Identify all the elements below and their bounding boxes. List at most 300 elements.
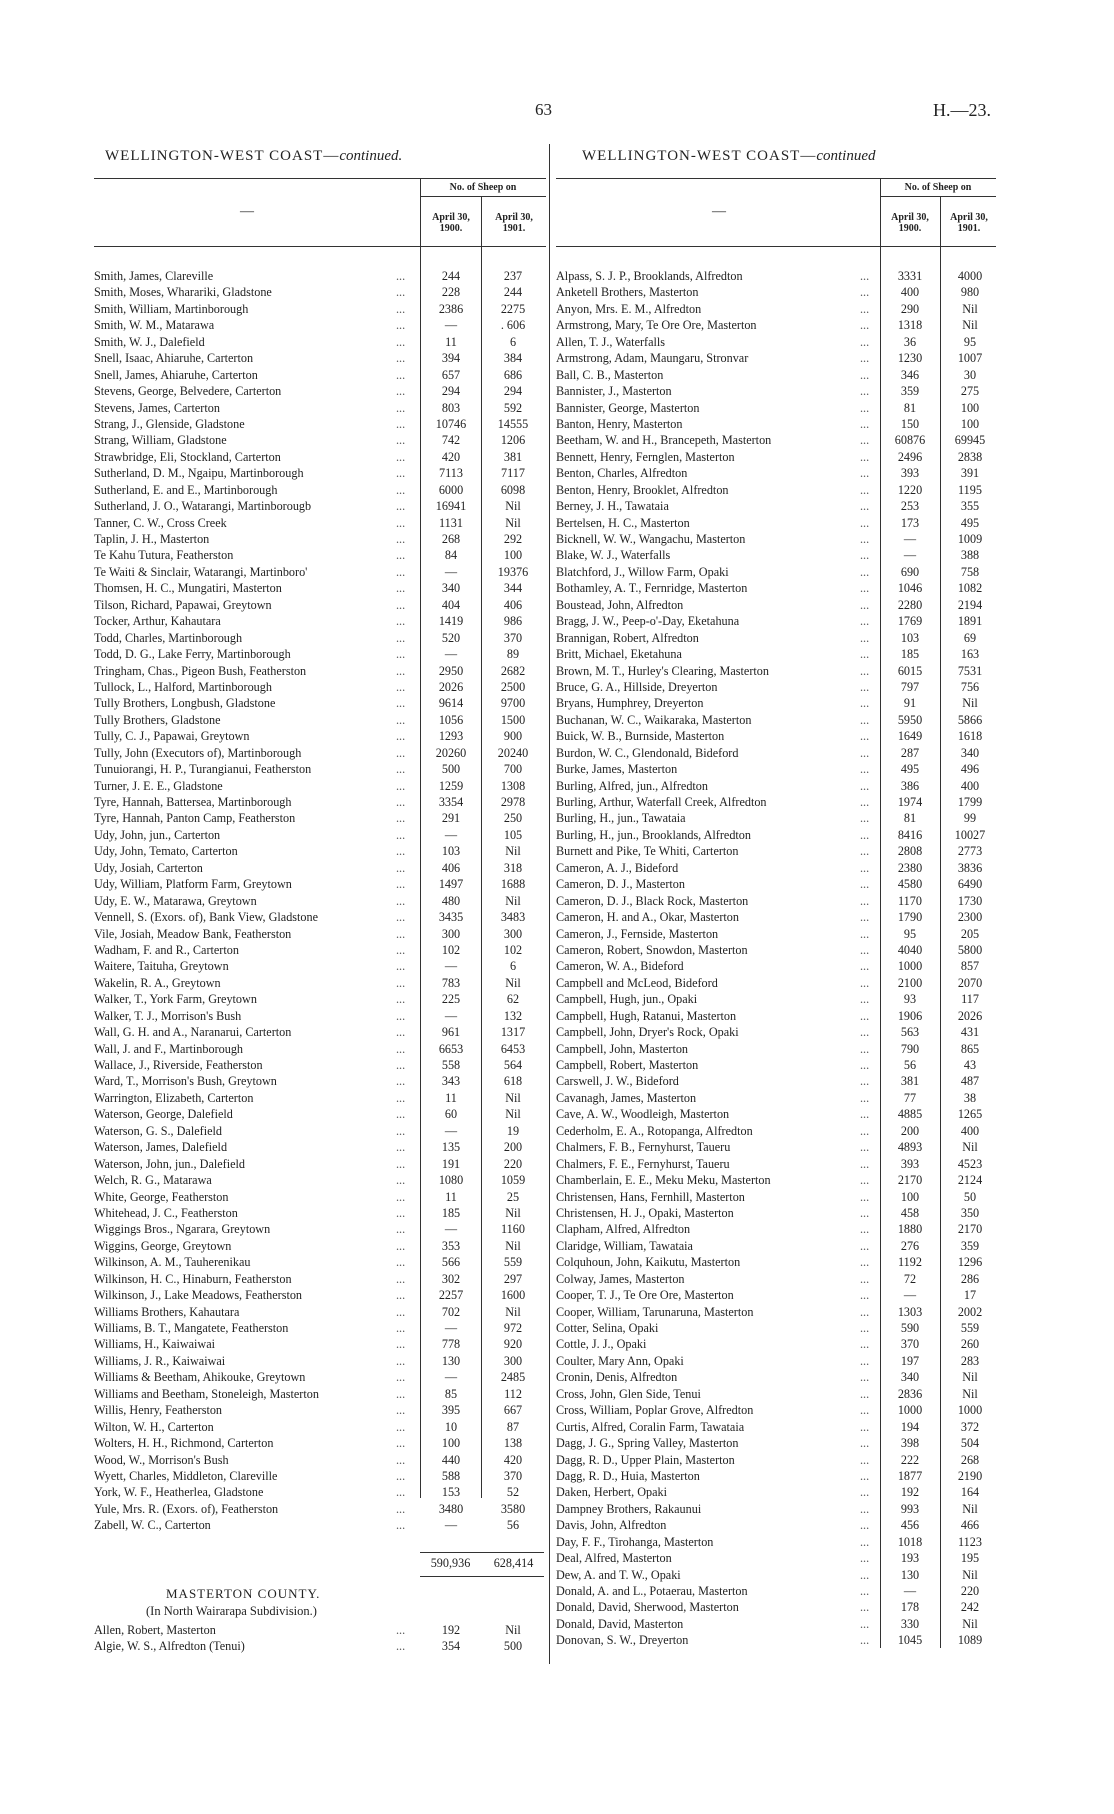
table-row bbox=[556, 1583, 996, 1599]
table-row bbox=[556, 712, 996, 728]
owner-name: Cameron, D. J., Black Rock, Masterton bbox=[556, 893, 749, 908]
sheep-count-1900: 194 bbox=[900, 1419, 920, 1434]
sheep-count-1901: 283 bbox=[960, 1353, 980, 1368]
sheep-count-1900: 135 bbox=[441, 1140, 461, 1155]
sheep-count-1901: 6 bbox=[509, 334, 517, 349]
sheep-count-1901: 381 bbox=[503, 449, 523, 464]
sheep-count-1901: 431 bbox=[960, 1025, 980, 1040]
table-row bbox=[556, 334, 996, 350]
sheep-count-1900: 191 bbox=[441, 1156, 461, 1171]
sheep-count-1900: 2950 bbox=[438, 663, 464, 678]
sheep-count-1900: 395 bbox=[441, 1403, 461, 1418]
sheep-count-1900: — bbox=[444, 1321, 458, 1335]
owner-name: Cameron, W. A., Bideford bbox=[556, 959, 684, 974]
table-row bbox=[556, 1550, 996, 1566]
leader-dots: ... bbox=[396, 1639, 406, 1654]
right-name-col-header: — bbox=[712, 204, 726, 219]
sheep-count-1901: 2682 bbox=[500, 663, 526, 678]
sheep-count-1901: 3580 bbox=[500, 1501, 526, 1516]
leader-dots: ... bbox=[396, 1222, 406, 1237]
table-row bbox=[556, 383, 996, 399]
owner-name: Vennell, S. (Exors. of), Bank View, Gladstone bbox=[94, 910, 319, 925]
table-row bbox=[556, 843, 996, 859]
table-row bbox=[556, 1024, 996, 1040]
sheep-count-1901: 43 bbox=[963, 1058, 977, 1072]
sheep-count-1901: 1600 bbox=[500, 1288, 526, 1303]
sheep-count-1900: 495 bbox=[900, 762, 920, 777]
leader-dots: ... bbox=[860, 942, 870, 957]
owner-name: Tringham, Chas., Pigeon Bush, Featherston bbox=[94, 663, 307, 678]
leader-dots: ... bbox=[860, 1616, 870, 1631]
leader-dots: ... bbox=[860, 400, 870, 415]
left-total-1901: 628,414 bbox=[493, 1556, 534, 1570]
sheep-count-1901: 5866 bbox=[957, 712, 983, 727]
leader-dots: ... bbox=[860, 1288, 870, 1303]
sheep-count-1900: 1419 bbox=[438, 614, 464, 629]
sheep-count-1901: 6098 bbox=[500, 482, 526, 497]
table-row bbox=[94, 1172, 546, 1188]
sheep-count-1900: 2380 bbox=[897, 860, 923, 875]
leader-dots: ... bbox=[396, 1107, 406, 1122]
sheep-count-1901: 400 bbox=[960, 1123, 980, 1138]
leader-dots: ... bbox=[396, 762, 406, 777]
leader-dots: ... bbox=[396, 433, 406, 448]
leader-dots: ... bbox=[396, 1353, 406, 1368]
sheep-count-1900: 400 bbox=[900, 285, 920, 300]
sheep-count-1901: Nil bbox=[505, 975, 521, 990]
sheep-count-1901: 2170 bbox=[957, 1222, 983, 1237]
sheep-count-1900: 153 bbox=[441, 1485, 461, 1500]
table-row bbox=[556, 1402, 996, 1418]
owner-name: Zabell, W. C., Carterton bbox=[94, 1518, 211, 1533]
sheep-count-1901: Nil bbox=[962, 1370, 978, 1385]
leader-dots: ... bbox=[396, 679, 406, 694]
owner-name: Tully, C. J., Papawai, Greytown bbox=[94, 729, 250, 744]
sheep-count-1900: 1880 bbox=[897, 1222, 923, 1237]
sheep-count-1901: 87 bbox=[506, 1419, 520, 1434]
owner-name: Beetham, W. and H., Brancepeth, Masterton bbox=[556, 433, 772, 448]
sheep-count-1901: 1000 bbox=[957, 1403, 983, 1418]
sheep-count-1901: 496 bbox=[960, 762, 980, 777]
owner-name: Stevens, George, Belvedere, Carterton bbox=[94, 384, 282, 399]
sheep-count-1901: 340 bbox=[960, 745, 980, 760]
table-row bbox=[94, 975, 546, 991]
leader-dots: ... bbox=[396, 1123, 406, 1138]
leader-dots: ... bbox=[860, 795, 870, 809]
owner-name: York, W. F., Heatherlea, Gladstone bbox=[94, 1485, 264, 1500]
table-row bbox=[94, 1057, 546, 1073]
table-row bbox=[556, 613, 996, 629]
table-row bbox=[556, 1599, 996, 1615]
leader-dots: ... bbox=[860, 1403, 870, 1418]
owner-name: Smith, W. J., Dalefield bbox=[94, 334, 205, 349]
sheep-count-1900: 302 bbox=[441, 1271, 461, 1286]
leader-dots: ... bbox=[396, 285, 406, 300]
leader-dots: ... bbox=[860, 1058, 870, 1072]
table-row bbox=[556, 1484, 996, 1500]
owner-name: Smith, James, Clareville bbox=[94, 269, 214, 283]
sheep-count-1901: 667 bbox=[503, 1403, 523, 1418]
leader-dots: ... bbox=[396, 1468, 406, 1483]
sheep-count-1901: 117 bbox=[961, 992, 979, 1007]
sheep-count-1900: 9614 bbox=[438, 696, 464, 711]
sheep-count-1900: 440 bbox=[441, 1452, 461, 1467]
sheep-count-1900: 91 bbox=[903, 696, 917, 711]
table-row bbox=[556, 465, 996, 481]
table-row bbox=[556, 432, 996, 448]
table-row bbox=[556, 1106, 996, 1122]
table-row bbox=[556, 1139, 996, 1155]
owner-name: Deal, Alfred, Masterton bbox=[556, 1551, 672, 1566]
sheep-count-1900: 790 bbox=[900, 1041, 920, 1056]
sheep-count-1901: 391 bbox=[960, 466, 980, 481]
sheep-count-1901: 30 bbox=[963, 367, 977, 382]
table-row bbox=[556, 663, 996, 679]
table-row bbox=[556, 630, 996, 646]
sheep-count-1901: Nil bbox=[505, 1304, 521, 1319]
sheep-count-1900: 566 bbox=[441, 1255, 461, 1270]
sheep-count-1901: Nil bbox=[962, 1616, 978, 1631]
table-row bbox=[94, 515, 546, 531]
sheep-count-1900: 803 bbox=[441, 400, 461, 415]
leader-dots: ... bbox=[396, 860, 406, 875]
leader-dots: ... bbox=[396, 1370, 406, 1385]
sheep-count-1901: 1799 bbox=[957, 795, 983, 809]
leader-dots: ... bbox=[860, 1584, 870, 1598]
leader-dots: ... bbox=[860, 416, 870, 431]
table-row bbox=[556, 1353, 996, 1369]
sheep-count-1900: 520 bbox=[441, 630, 461, 645]
sheep-count-1901: Nil bbox=[505, 1623, 521, 1637]
table-row bbox=[556, 1517, 996, 1533]
sheep-count-1900: 103 bbox=[900, 630, 920, 645]
sheep-count-1901: Nil bbox=[505, 1205, 521, 1220]
owner-name: Willis, Henry, Featherston bbox=[94, 1403, 223, 1418]
table-row bbox=[556, 1221, 996, 1237]
table-row bbox=[556, 794, 996, 810]
sheep-count-1900: 406 bbox=[441, 860, 461, 875]
sheep-count-1901: Nil bbox=[505, 844, 521, 859]
owner-name: Wyett, Charles, Middleton, Clareville bbox=[94, 1468, 278, 1483]
sheep-count-1901: 19376 bbox=[497, 564, 529, 579]
table-row bbox=[94, 630, 546, 646]
sheep-count-1901: 4523 bbox=[957, 1156, 983, 1171]
sheep-count-1900: 287 bbox=[900, 745, 920, 760]
owner-name: Wallace, J., Riverside, Featherston bbox=[94, 1058, 263, 1072]
sheep-count-1900: 1790 bbox=[897, 910, 923, 925]
table-row bbox=[94, 1435, 546, 1451]
sheep-count-1901: 2190 bbox=[957, 1468, 983, 1483]
owner-name: Snell, Isaac, Ahiaruhe, Carterton bbox=[94, 351, 254, 366]
table-row bbox=[94, 1106, 546, 1122]
owner-name: Anketell Brothers, Masterton bbox=[556, 285, 699, 300]
table-row bbox=[556, 860, 996, 876]
sheep-count-1901: 6490 bbox=[957, 877, 983, 892]
table-row bbox=[94, 1452, 546, 1468]
table-row bbox=[94, 301, 546, 317]
owner-name: Cederholm, E. A., Rotopanga, Alfredton bbox=[556, 1123, 753, 1138]
right-column-title bbox=[582, 148, 876, 165]
leader-dots: ... bbox=[396, 400, 406, 415]
table-row bbox=[94, 1189, 546, 1205]
table-row bbox=[556, 810, 996, 826]
leader-dots: ... bbox=[860, 1501, 870, 1516]
table-row bbox=[94, 317, 546, 333]
owner-name: Walker, T., York Farm, Greytown bbox=[94, 992, 257, 1007]
sheep-count-1900: 197 bbox=[900, 1353, 920, 1368]
owner-name: Algie, W. S., Alfredton (Tenui) bbox=[94, 1639, 245, 1654]
sheep-count-1900: 72 bbox=[903, 1271, 917, 1286]
owner-name: Wadham, F. and R., Carterton bbox=[94, 942, 239, 957]
table-row bbox=[556, 827, 996, 843]
table-row bbox=[94, 465, 546, 481]
leader-dots: ... bbox=[396, 466, 406, 481]
section-subtitle: (In North Wairarapa Subdivision.) bbox=[146, 1604, 317, 1618]
leader-dots: ... bbox=[396, 384, 406, 399]
sheep-count-1900: 6000 bbox=[438, 482, 464, 497]
sheep-count-1900: 2257 bbox=[438, 1288, 464, 1303]
owner-name: Brown, M. T., Hurley's Clearing, Masterton bbox=[556, 663, 769, 678]
sheep-count-1901: 1206 bbox=[500, 433, 526, 448]
sheep-count-1900: 56 bbox=[903, 1058, 917, 1072]
table-row bbox=[94, 1221, 546, 1237]
page-number: 63 bbox=[535, 100, 552, 119]
leader-dots: ... bbox=[860, 433, 870, 448]
sheep-count-1901: 972 bbox=[503, 1321, 523, 1335]
sheep-count-1901: Nil bbox=[505, 1090, 521, 1105]
sheep-count-1900: 5950 bbox=[897, 712, 923, 727]
sheep-count-1901: 100 bbox=[960, 400, 980, 415]
leader-dots: ... bbox=[860, 630, 870, 645]
table-row bbox=[94, 728, 546, 744]
table-row bbox=[94, 383, 546, 399]
leader-dots: ... bbox=[396, 1419, 406, 1434]
sheep-count-1900: — bbox=[903, 548, 917, 563]
sheep-count-1900: 404 bbox=[441, 597, 461, 612]
sheep-count-1900: 268 bbox=[441, 532, 461, 546]
leader-dots: ... bbox=[860, 1337, 870, 1352]
sheep-count-1901: 2978 bbox=[500, 795, 526, 809]
sheep-count-1900: 11 bbox=[445, 334, 457, 349]
owner-name: Williams, B. T., Mangatete, Featherston bbox=[94, 1321, 289, 1335]
table-row bbox=[556, 1008, 996, 1024]
leader-dots: ... bbox=[396, 1304, 406, 1319]
sheep-count-1901: 1688 bbox=[500, 877, 526, 892]
sheep-count-1901: 242 bbox=[960, 1600, 980, 1615]
leader-dots: ... bbox=[860, 1321, 870, 1335]
sheep-count-1900: 1293 bbox=[438, 729, 464, 744]
leader-dots: ... bbox=[860, 1025, 870, 1040]
sheep-count-1900: 480 bbox=[441, 893, 461, 908]
sheep-count-1900: 778 bbox=[441, 1337, 461, 1352]
table-row bbox=[94, 1123, 546, 1139]
leader-dots: ... bbox=[860, 893, 870, 908]
table-row bbox=[94, 1254, 546, 1270]
sheep-count-1900: 8416 bbox=[897, 827, 923, 842]
owner-name: Wall, G. H. and A., Naranarui, Carterton bbox=[94, 1025, 292, 1040]
right-title-main: WELLINGTON-WEST COAST— bbox=[582, 148, 817, 164]
sheep-count-1900: 359 bbox=[900, 384, 920, 399]
sheep-count-1900: 1303 bbox=[897, 1304, 923, 1319]
owner-name: Wakelin, R. A., Greytown bbox=[94, 975, 221, 990]
sheep-count-1901: 163 bbox=[960, 647, 980, 662]
sheep-count-1901: 19 bbox=[506, 1123, 520, 1138]
table-row bbox=[556, 876, 996, 892]
leader-dots: ... bbox=[860, 532, 870, 546]
leader-dots: ... bbox=[396, 515, 406, 530]
leader-dots: ... bbox=[396, 1074, 406, 1089]
table-row bbox=[94, 1156, 546, 1172]
table-row bbox=[94, 745, 546, 761]
table-row bbox=[94, 1139, 546, 1155]
owner-name: Waterson, James, Dalefield bbox=[94, 1140, 228, 1155]
right-title-italic: continued bbox=[816, 148, 876, 164]
sheep-count-1901: 592 bbox=[503, 400, 523, 415]
sheep-count-1901: 857 bbox=[960, 959, 980, 974]
table-row bbox=[94, 893, 546, 909]
owner-name: Williams and Beetham, Stoneleigh, Masterton bbox=[94, 1386, 319, 1401]
leader-dots: ... bbox=[860, 860, 870, 875]
table-row bbox=[94, 1419, 546, 1435]
sheep-count-1900: 1906 bbox=[897, 1008, 923, 1023]
table-row bbox=[556, 564, 996, 580]
owner-name: Colway, James, Masterton bbox=[556, 1271, 685, 1286]
sheep-count-1901: 100 bbox=[960, 416, 980, 431]
sheep-count-1901: Nil bbox=[505, 499, 521, 514]
sheep-count-1900: 1080 bbox=[438, 1173, 464, 1188]
sheep-count-1901: 275 bbox=[960, 384, 980, 399]
owner-name: Buchanan, W. C., Waikaraka, Masterton bbox=[556, 712, 752, 727]
owner-name: Todd, D. G., Lake Ferry, Martinborough bbox=[94, 647, 291, 662]
leader-dots: ... bbox=[396, 1337, 406, 1352]
sheep-count-1900: 10 bbox=[444, 1419, 458, 1434]
owner-name: Berney, J. H., Tawataia bbox=[556, 499, 669, 514]
sheep-count-1900: 60 bbox=[444, 1107, 458, 1122]
sheep-count-1900: 394 bbox=[441, 351, 461, 366]
owner-name: Smith, W. M., Matarawa bbox=[94, 318, 215, 333]
owner-name: Williams, H., Kaiwaiwai bbox=[94, 1337, 216, 1352]
right-col1-header: April 30, 1900. bbox=[891, 212, 929, 234]
table-row bbox=[556, 482, 996, 498]
sheep-count-1901: 38 bbox=[963, 1090, 977, 1105]
owner-name: Waitere, Taituha, Greytown bbox=[94, 959, 229, 974]
owner-name: Cave, A. W., Woodleigh, Masterton bbox=[556, 1107, 730, 1122]
leader-dots: ... bbox=[860, 1551, 870, 1566]
leader-dots: ... bbox=[860, 614, 870, 629]
owner-name: Cotter, Selina, Opaki bbox=[556, 1321, 659, 1335]
leader-dots: ... bbox=[396, 1058, 406, 1072]
sheep-count-1900: 590 bbox=[900, 1321, 920, 1335]
sheep-count-1901: 105 bbox=[503, 827, 523, 842]
sheep-count-1900: 294 bbox=[441, 384, 461, 399]
sheep-count-1900: 300 bbox=[441, 926, 461, 941]
table-row bbox=[556, 367, 996, 383]
leader-dots: ... bbox=[396, 532, 406, 546]
right-header-mid-rule bbox=[880, 196, 996, 197]
sheep-count-1901: Nil bbox=[505, 1238, 521, 1253]
leader-dots: ... bbox=[860, 679, 870, 694]
table-row bbox=[94, 1287, 546, 1303]
table-row bbox=[94, 663, 546, 679]
sheep-count-1901: 1007 bbox=[957, 351, 983, 366]
table-row bbox=[94, 449, 546, 465]
leader-dots: ... bbox=[396, 1623, 406, 1637]
table-row bbox=[556, 695, 996, 711]
sheep-count-1900: 330 bbox=[900, 1616, 920, 1631]
owner-name: Thomsen, H. C., Mungatiri, Masterton bbox=[94, 581, 282, 596]
sheep-count-1900: 3435 bbox=[438, 910, 464, 925]
sheep-count-1901: Nil bbox=[962, 318, 978, 333]
leader-dots: ... bbox=[396, 597, 406, 612]
sheep-count-1901: 756 bbox=[960, 679, 980, 694]
sheep-count-1901: 205 bbox=[960, 926, 980, 941]
leader-dots: ... bbox=[396, 1008, 406, 1023]
sheep-count-1901: 14555 bbox=[497, 416, 529, 431]
owner-name: Bannister, J., Masterton bbox=[556, 384, 672, 399]
owner-name: Udy, John, Temato, Carterton bbox=[94, 844, 238, 859]
leader-dots: ... bbox=[396, 367, 406, 382]
table-row bbox=[556, 1123, 996, 1139]
sheep-count-1901: 495 bbox=[960, 515, 980, 530]
table-row bbox=[556, 646, 996, 662]
owner-name: Todd, Charles, Martinborough bbox=[94, 630, 243, 645]
sheep-count-1900: 343 bbox=[441, 1074, 461, 1089]
table-row bbox=[94, 1271, 546, 1287]
right-col-group-header: No. of Sheep on bbox=[904, 182, 972, 193]
sheep-count-1901: 1195 bbox=[958, 482, 982, 497]
owner-name: Taplin, J. H., Masterton bbox=[94, 532, 210, 546]
table-row bbox=[556, 909, 996, 925]
leader-dots: ... bbox=[396, 1189, 406, 1204]
sheep-count-1901: 4000 bbox=[957, 269, 983, 283]
leader-dots: ... bbox=[860, 1090, 870, 1105]
leader-dots: ... bbox=[860, 351, 870, 366]
sheep-count-1900: 1018 bbox=[897, 1534, 923, 1549]
sheep-count-1900: 77 bbox=[903, 1090, 917, 1105]
left-header-mid-rule bbox=[420, 196, 546, 197]
left-col-group-header: No. of Sheep on bbox=[449, 182, 517, 193]
sheep-count-1901: 400 bbox=[960, 778, 980, 793]
sheep-count-1900: 85 bbox=[444, 1386, 458, 1401]
sheep-count-1900: 7113 bbox=[439, 466, 463, 481]
sheep-count-1900: 340 bbox=[900, 1370, 920, 1385]
sheep-count-1901: 500 bbox=[503, 1639, 523, 1654]
sheep-count-1901: Nil bbox=[962, 1567, 978, 1582]
sheep-count-1901: 5800 bbox=[957, 942, 983, 957]
owner-name: Armstrong, Mary, Te Ore Ore, Masterton bbox=[556, 318, 757, 333]
leader-dots: ... bbox=[860, 663, 870, 678]
owner-name: Chalmers, F. E., Fernyhurst, Taueru bbox=[556, 1156, 730, 1171]
owner-name: Alpass, S. J. P., Brooklands, Alfredton bbox=[556, 269, 743, 283]
sheep-count-1901: 318 bbox=[503, 860, 523, 875]
leader-dots: ... bbox=[396, 1452, 406, 1467]
table-row bbox=[94, 1353, 546, 1369]
table-row bbox=[556, 745, 996, 761]
table-row bbox=[556, 1632, 996, 1648]
sheep-count-1901: 95 bbox=[963, 334, 977, 349]
leader-dots: ... bbox=[860, 827, 870, 842]
owner-name: Cronin, Denis, Alfredton bbox=[556, 1370, 678, 1385]
owner-name: Tilson, Richard, Papawai, Greytown bbox=[94, 597, 272, 612]
leader-dots: ... bbox=[860, 910, 870, 925]
owner-name: Dew, A. and T. W., Opaki bbox=[556, 1567, 681, 1582]
owner-name: Williams Brothers, Kahautara bbox=[94, 1304, 240, 1319]
sheep-count-1901: 294 bbox=[503, 384, 523, 399]
table-row bbox=[94, 1205, 546, 1221]
table-row bbox=[556, 416, 996, 432]
sheep-count-1900: 398 bbox=[900, 1436, 920, 1451]
table-row bbox=[94, 1073, 546, 1089]
